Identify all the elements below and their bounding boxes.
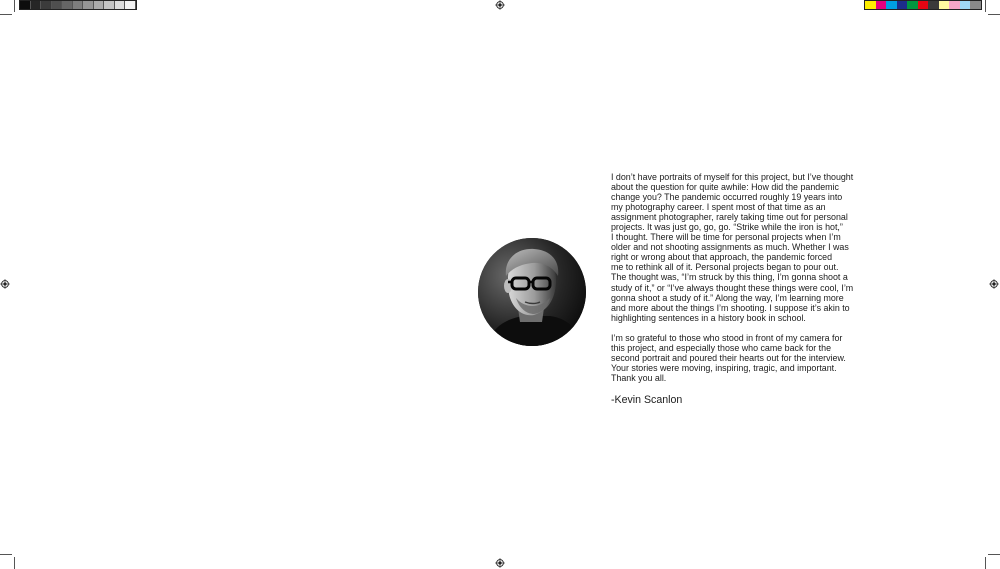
swatch-0 — [865, 1, 876, 9]
crop-mark-bottom-right-horizontal — [988, 554, 1000, 555]
swatch-5 — [73, 1, 84, 9]
crop-mark-top-right-vertical — [985, 0, 986, 12]
crop-mark-bottom-right-vertical — [985, 557, 986, 569]
swatch-1 — [876, 1, 887, 9]
crop-mark-top-left-vertical — [14, 0, 15, 12]
swatch-4 — [62, 1, 73, 9]
swatch-2 — [41, 1, 52, 9]
essay-paragraph-1: I don’t have portraits of myself for this project, but I’ve thought about the question for quite awhile: How did the pandemic change you? The pandemic occurred roughly 19 years into my photography career. I spent most of that time as an assignment photographer, rarely taking time out for personal projects. It was just go, go, go. “Strike while the iron is hot,” I thought. There will be time for personal projects when I’m older and not shooting assignments as much. Whether I was right or wrong about that approach, the pandemic forced me to rethink all of it. Personal projects began to pour out. The thought was, “I’m struck by this thing, I’m gonna shoot a study of it,” or “I’ve always thought these things were cool, I’m gonna shoot a study of it.” Along the way, I’m learning more and more about the things I’m shooting. I suppose it’s akin to highlighting sentences in a history book in school. — [611, 172, 854, 323]
swatch-8 — [104, 1, 115, 9]
grayscale-swatch-bar — [19, 0, 137, 10]
swatch-3 — [52, 1, 63, 9]
swatch-7 — [94, 1, 105, 9]
crop-mark-top-right-horizontal — [988, 14, 1000, 15]
crop-mark-top-left-horizontal — [0, 14, 12, 15]
color-swatch-bar — [864, 0, 982, 10]
swatch-4 — [907, 1, 918, 9]
swatch-5 — [918, 1, 929, 9]
registration-mark-bottom — [495, 558, 505, 568]
swatch-2 — [886, 1, 897, 9]
swatch-10 — [970, 1, 981, 9]
registration-mark-left — [0, 279, 10, 289]
swatch-9 — [115, 1, 126, 9]
crop-mark-bottom-left-vertical — [14, 557, 15, 569]
swatch-6 — [928, 1, 939, 9]
swatch-3 — [897, 1, 908, 9]
essay-paragraph-2: I’m so grateful to those who stood in front of my camera for this project, and especially those who came back for the second portrait and poured their hearts out for the interview. Your stories were moving, inspiring, tragic, and important. Thank you all. — [611, 332, 846, 383]
swatch-6 — [83, 1, 94, 9]
swatch-10 — [125, 1, 136, 9]
registration-mark-top — [495, 0, 505, 10]
crop-mark-bottom-left-horizontal — [0, 554, 12, 555]
registration-mark-right — [989, 279, 999, 289]
author-signature: -Kevin Scanlon — [611, 393, 683, 406]
swatch-9 — [960, 1, 971, 9]
swatch-1 — [31, 1, 42, 9]
portrait-illustration — [478, 238, 586, 346]
swatch-8 — [949, 1, 960, 9]
essay-text-block — [611, 172, 873, 405]
author-portrait — [478, 238, 586, 346]
swatch-0 — [20, 1, 31, 9]
swatch-7 — [939, 1, 950, 9]
